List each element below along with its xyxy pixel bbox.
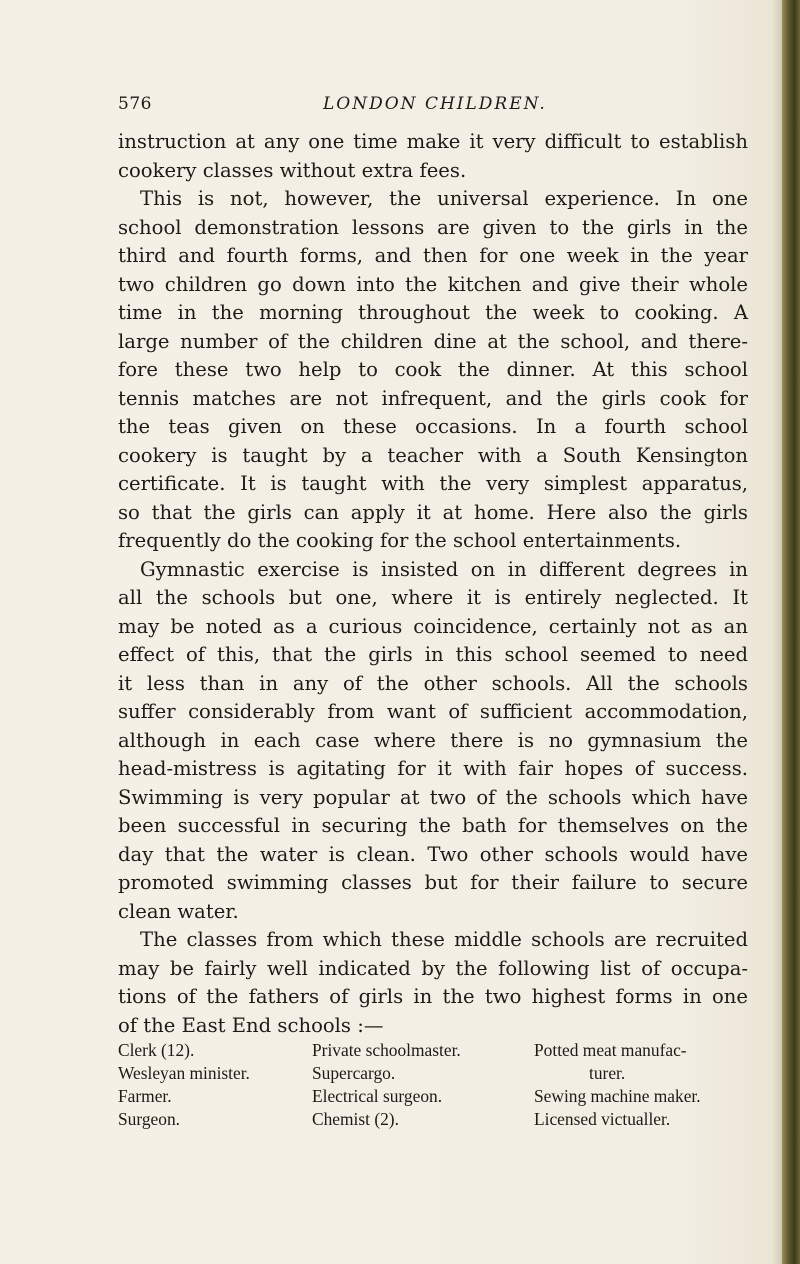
- text-line: The classes from which these middle schools are recruited: [140, 928, 748, 951]
- text-line: the teas given on these occasions. In a fourth school: [118, 415, 748, 438]
- text-line: time in the morning throughout the week to cooking. A: [118, 301, 748, 324]
- occupation-item: Wesleyan minister.: [118, 1063, 250, 1083]
- text-line: tennis matches are not infrequent, and the girls cook for: [118, 386, 748, 410]
- text-line: of the East End schools :—: [118, 1013, 384, 1037]
- text-line: effect of this, that the girls in this school seemed to need: [118, 643, 748, 666]
- text-line: cookery is taught by a teacher with a South Kensington: [118, 443, 748, 467]
- paragraph-3: [118, 556, 748, 927]
- occupations-column-1: [118, 1039, 250, 1131]
- text-line: although in each case where there is no gymnasium the: [118, 728, 748, 752]
- occupation-item: Sewing machine maker.: [534, 1086, 701, 1106]
- occupation-item: Electrical surgeon.: [312, 1086, 443, 1106]
- text-line: certificate. It is taught with the very simplest apparatus,: [118, 472, 748, 495]
- occupation-item-continuation: turer.: [589, 1063, 626, 1083]
- occupation-item: Licensed victualler.: [534, 1109, 671, 1129]
- text-line: so that the girls can apply it at home. Here also the girls: [118, 500, 748, 524]
- text-line: Gymnastic exercise is insisted on in different degrees in: [140, 557, 748, 581]
- occupation-item: Clerk (12).: [118, 1040, 195, 1060]
- text-line: may be noted as a curious coincidence, certainly not as an: [118, 614, 748, 638]
- occupation-item: Potted meat manufac-: [534, 1040, 687, 1060]
- body-text: [118, 128, 748, 1040]
- paragraph-1: [118, 128, 748, 185]
- text-line: it less than in any of the other schools. All the schools: [118, 671, 748, 695]
- text-line: clean water.: [118, 899, 239, 923]
- occupations-column-3: [534, 1039, 701, 1131]
- occupation-item: Chemist (2).: [312, 1109, 399, 1129]
- book-spine-edge: [782, 0, 800, 1264]
- occupation-item: Supercargo.: [312, 1063, 396, 1083]
- text-line: tions of the fathers of girls in the two highest forms in one: [118, 985, 748, 1008]
- text-line: This is not, however, the universal experience. In one: [140, 187, 748, 210]
- text-line: instruction at any one time make it very difficult to establish: [118, 130, 748, 153]
- text-line: head-mistress is agitating for it with fair hopes of success.: [118, 757, 748, 780]
- text-line: school demonstration lessons are given to the girls in the: [118, 215, 748, 239]
- paragraph-2: [118, 185, 748, 556]
- text-line: suffer considerably from want of sufficient accommodation,: [118, 700, 748, 723]
- running-header: [118, 94, 728, 118]
- text-line: cookery classes without extra fees.: [118, 158, 467, 182]
- text-line: all the schools but one, where it is entirely neglected. It: [118, 586, 748, 609]
- page-edge-shadow: [772, 0, 782, 1264]
- text-line: been successful in securing the bath for themselves on the: [118, 814, 748, 837]
- occupations-column-2: [312, 1039, 461, 1131]
- text-line: fore these two help to cook the dinner. At this school: [118, 358, 748, 381]
- text-line: day that the water is clean. Two other schools would have: [118, 842, 748, 866]
- occupation-item: Private schoolmaster.: [312, 1040, 461, 1060]
- occupation-item: Surgeon.: [118, 1109, 180, 1129]
- paragraph-4: [118, 926, 748, 1040]
- text-line: large number of the children dine at the school, and there-: [118, 329, 748, 353]
- page-number: 576: [118, 94, 152, 114]
- text-line: two children go down into the kitchen and give their whole: [118, 272, 748, 296]
- running-title: LONDON CHILDREN.: [323, 94, 547, 114]
- text-line: promoted swimming classes but for their failure to secure: [118, 871, 748, 894]
- text-line: third and fourth forms, and then for one week in the year: [118, 244, 748, 267]
- text-line: Swimming is very popular at two of the schools which have: [118, 785, 748, 809]
- text-line: may be fairly well indicated by the following list of occupa-: [118, 956, 748, 980]
- occupation-item: Farmer.: [118, 1086, 172, 1106]
- occupations-list: [118, 1039, 748, 1139]
- text-line: frequently do the cooking for the school entertainments.: [118, 529, 682, 552]
